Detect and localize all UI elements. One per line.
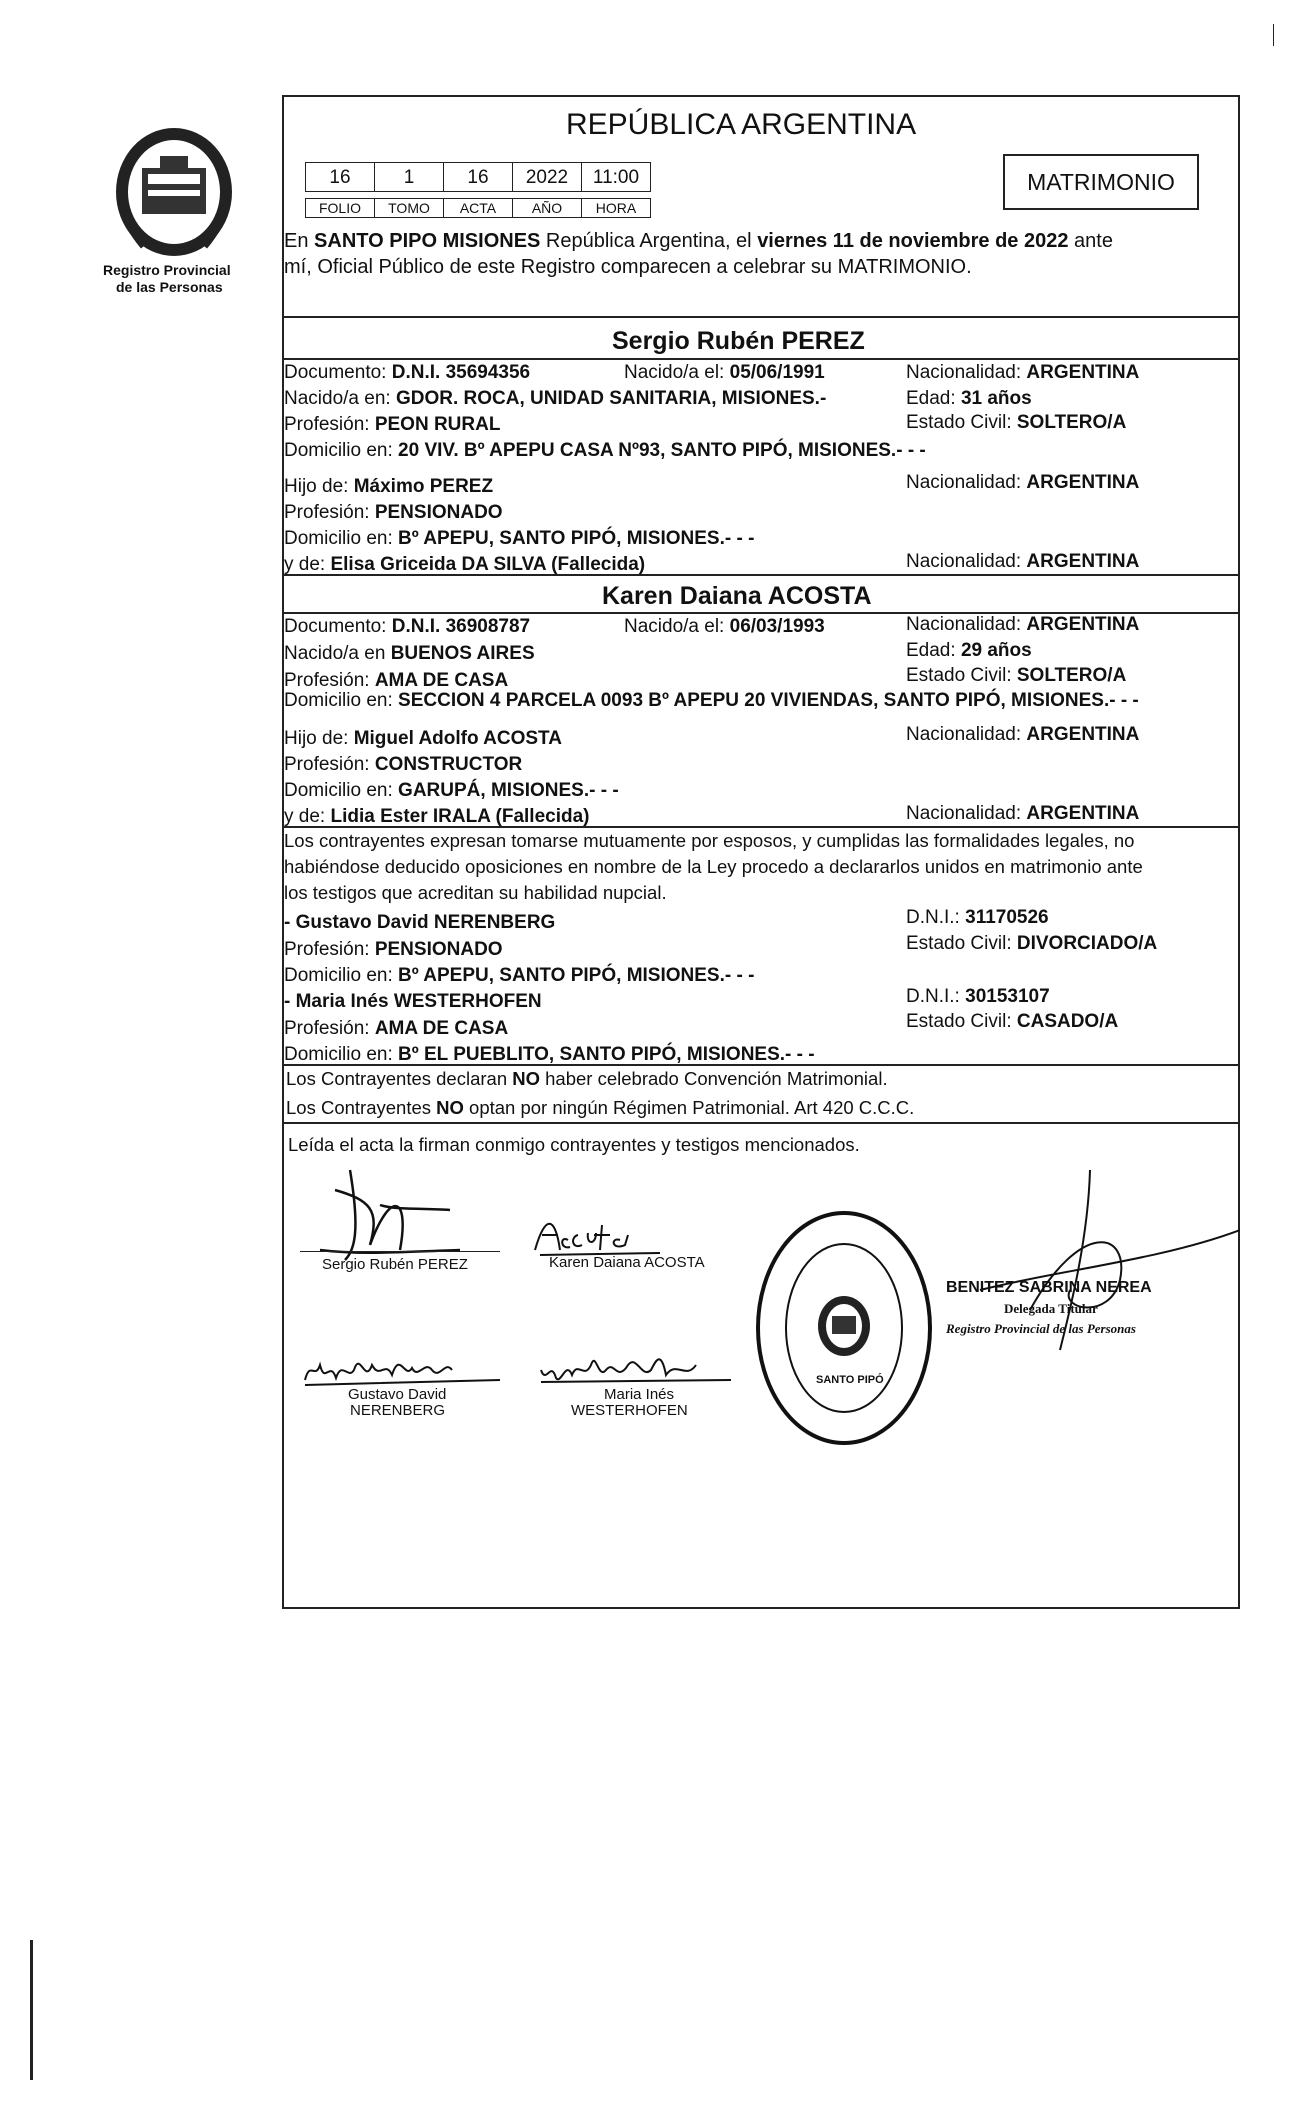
registry-seal-icon bbox=[104, 120, 244, 260]
person2-profession bbox=[284, 670, 508, 692]
field-label: Domicilio en: bbox=[284, 440, 399, 461]
field-value: Lidia Ester IRALA (Fallecida) bbox=[330, 806, 590, 827]
field-value: Bº APEPU, SANTO PIPÓ, MISIONES.- - - bbox=[398, 528, 755, 549]
signature-maria-icon bbox=[536, 1340, 736, 1390]
field-label: Profesión: bbox=[284, 939, 375, 960]
person1-father bbox=[284, 476, 493, 498]
person2-age bbox=[906, 640, 1032, 662]
signature-label-maria-1: Maria Inés bbox=[604, 1386, 675, 1403]
page-title: REPÚBLICA ARGENTINA bbox=[566, 108, 917, 141]
witness1-dni bbox=[906, 907, 1049, 929]
witness2-name: - Maria Inés WESTERHOFEN bbox=[284, 991, 542, 1012]
field-label: Domicilio en: bbox=[284, 1044, 399, 1065]
person1-civil-status bbox=[906, 412, 1126, 434]
field-label: D.N.I.: bbox=[906, 907, 966, 928]
witness1-name: - Gustavo David NERENBERG bbox=[284, 912, 556, 933]
person2-father-address bbox=[284, 780, 619, 802]
field-value: SECCION 4 PARCELA 0093 Bº APEPU 20 VIVIENDAS, SANTO PIPÓ, MISIONES.- - - bbox=[398, 690, 1139, 711]
person2-birthplace bbox=[284, 643, 535, 665]
person2-address bbox=[284, 690, 1139, 712]
stamp-seal-icon bbox=[754, 1208, 934, 1448]
witness1-civil-status bbox=[906, 933, 1157, 955]
field-value: PENSIONADO bbox=[374, 939, 503, 960]
field-value: 29 años bbox=[960, 640, 1032, 661]
field-label: Edad: bbox=[906, 640, 961, 661]
field-label: Nacionalidad: bbox=[906, 803, 1027, 824]
field-label: Profesión: bbox=[284, 670, 375, 691]
field-label: y de: bbox=[284, 554, 331, 575]
official-stamp bbox=[754, 1190, 1026, 1448]
field-value: CONSTRUCTOR bbox=[374, 754, 523, 775]
intro-place: SANTO PIPO MISIONES bbox=[314, 230, 541, 252]
field-value: AMA DE CASA bbox=[374, 1018, 509, 1039]
convention-text: haber celebrado Convención Matrimonial. bbox=[540, 1068, 888, 1089]
intro-line-2: mí, Oficial Público de este Registro comparecen a celebrar su MATRIMONIO. bbox=[284, 256, 972, 278]
field-value: ARGENTINA bbox=[1026, 472, 1140, 493]
signature-label-sergio: Sergio Rubén PEREZ bbox=[322, 1256, 468, 1273]
field-value: 20 VIV. Bº APEPU CASA Nº93, SANTO PIPÓ, MISIONES.- - - bbox=[398, 440, 926, 461]
field-value: GARUPÁ, MISIONES.- - - bbox=[398, 780, 619, 801]
anio-label: AÑO bbox=[512, 198, 582, 218]
field-label: Documento: bbox=[284, 616, 392, 637]
field-label: Nacionalidad: bbox=[906, 614, 1027, 635]
field-label: Domicilio en: bbox=[284, 780, 399, 801]
field-value: BUENOS AIRES bbox=[390, 643, 535, 664]
field-value: Elisa Griceida DA SILVA (Fallecida) bbox=[330, 554, 646, 575]
field-label: Hijo de: bbox=[284, 728, 354, 749]
convention-text: Los Contrayentes declaran bbox=[286, 1068, 513, 1089]
witness1-profession bbox=[284, 939, 503, 961]
field-label: Estado Civil: bbox=[906, 412, 1017, 433]
person2-name: Karen Daiana ACOSTA bbox=[602, 582, 872, 610]
convention-line-2 bbox=[286, 1097, 914, 1119]
field-label: Estado Civil: bbox=[906, 665, 1017, 686]
convention-no: NO bbox=[436, 1097, 464, 1118]
field-value: GDOR. ROCA, UNIDAD SANITARIA, MISIONES.- bbox=[395, 388, 827, 409]
witness2-address bbox=[284, 1044, 815, 1066]
field-label: Domicilio en: bbox=[284, 528, 399, 549]
person1-father-nationality bbox=[906, 472, 1139, 494]
person2-father-nationality bbox=[906, 724, 1139, 746]
field-label: Documento: bbox=[284, 362, 392, 383]
field-value: 31170526 bbox=[965, 907, 1049, 928]
field-label: Nacido/a el: bbox=[624, 362, 730, 383]
witness2-dni bbox=[906, 986, 1050, 1008]
intro-text: ante bbox=[1068, 230, 1113, 252]
anio-value: 2022 bbox=[512, 162, 582, 192]
signature-label-gustavo-1: Gustavo David bbox=[348, 1386, 447, 1403]
field-value: SOLTERO/A bbox=[1016, 412, 1127, 433]
registry-name-line1: Registro Provincial bbox=[103, 262, 231, 278]
person1-profession bbox=[284, 414, 500, 436]
field-value: PENSIONADO bbox=[374, 502, 503, 523]
person1-father-profession bbox=[284, 502, 503, 524]
field-label: Profesión: bbox=[284, 1018, 375, 1039]
witness2-profession bbox=[284, 1018, 508, 1040]
person1-father-address bbox=[284, 528, 754, 550]
stamp-outer-text: DELEGACIÓN DEL REGISTRO PROVINCIAL DE LAS PERSONAS bbox=[754, 1190, 1026, 1200]
field-label: Profesión: bbox=[284, 414, 375, 435]
field-value: ARGENTINA bbox=[1026, 803, 1140, 824]
field-value: Bº EL PUEBLITO, SANTO PIPÓ, MISIONES.- - - bbox=[398, 1044, 815, 1065]
person2-born bbox=[624, 616, 825, 638]
person2-mother bbox=[284, 806, 590, 828]
folio-value: 16 bbox=[305, 162, 375, 192]
field-label: Profesión: bbox=[284, 502, 375, 523]
field-value: 06/03/1993 bbox=[729, 616, 825, 637]
folio-label: FOLIO bbox=[305, 198, 375, 218]
field-label: y de: bbox=[284, 806, 331, 827]
divider bbox=[282, 316, 1238, 318]
scan-mark bbox=[1273, 24, 1274, 46]
person1-document bbox=[284, 362, 530, 384]
field-value: AMA DE CASA bbox=[374, 670, 509, 691]
signature-label-karen: Karen Daiana ACOSTA bbox=[549, 1254, 705, 1271]
declaration-line-2: habiéndose deducido oposiciones en nombre de la Ley procedo a declararlos unidos en matrimonio ante bbox=[284, 856, 1143, 877]
stamp-inner-text: SANTO PIPÓ bbox=[816, 1374, 884, 1386]
field-value: Miguel Adolfo ACOSTA bbox=[353, 728, 562, 749]
field-label: Nacionalidad: bbox=[906, 472, 1027, 493]
official-name: BENITEZ SABRINA NEREA bbox=[946, 1279, 1152, 1296]
field-value: ARGENTINA bbox=[1026, 724, 1140, 745]
convention-text: Los Contrayentes bbox=[286, 1097, 437, 1118]
field-value: CASADO/A bbox=[1016, 1011, 1119, 1032]
signature-karen-icon bbox=[530, 1205, 670, 1260]
hora-label: HORA bbox=[581, 198, 651, 218]
field-value: 05/06/1991 bbox=[729, 362, 825, 383]
field-label: Edad: bbox=[906, 388, 961, 409]
field-label: Domicilio en: bbox=[284, 965, 399, 986]
field-value: Máximo PEREZ bbox=[353, 476, 494, 497]
person1-age bbox=[906, 388, 1032, 410]
signature-line bbox=[300, 1251, 500, 1252]
person1-nationality bbox=[906, 362, 1139, 384]
signature-label-gustavo-2: NERENBERG bbox=[350, 1402, 446, 1419]
intro-date: viernes 11 de noviembre de 2022 bbox=[757, 230, 1069, 252]
field-value: SOLTERO/A bbox=[1016, 665, 1127, 686]
person2-mother-nationality bbox=[906, 803, 1139, 825]
registry-logo bbox=[104, 120, 244, 260]
field-label: Estado Civil: bbox=[906, 933, 1017, 954]
divider bbox=[282, 826, 1238, 828]
field-label: Profesión: bbox=[284, 754, 375, 775]
field-label: Estado Civil: bbox=[906, 1011, 1017, 1032]
act-type-box bbox=[1003, 154, 1199, 210]
field-value: 31 años bbox=[960, 388, 1032, 409]
hora-value: 11:00 bbox=[581, 162, 651, 192]
person2-civil-status bbox=[906, 665, 1126, 687]
field-value: ARGENTINA bbox=[1026, 362, 1140, 383]
declaration-line-3: los testigos que acreditan su habilidad nupcial. bbox=[284, 882, 667, 903]
field-label: Nacionalidad: bbox=[906, 362, 1027, 383]
tomo-label: TOMO bbox=[374, 198, 444, 218]
person1-mother bbox=[284, 554, 645, 576]
field-label: Nacido/a el: bbox=[624, 616, 730, 637]
field-value: DIVORCIADO/A bbox=[1016, 933, 1158, 954]
witness1-address bbox=[284, 965, 754, 987]
field-value: ARGENTINA bbox=[1026, 551, 1140, 572]
acta-value: 16 bbox=[443, 162, 513, 192]
person1-born bbox=[624, 362, 825, 384]
person1-birthplace bbox=[284, 388, 826, 410]
person1-mother-nationality bbox=[906, 551, 1139, 573]
person1-address bbox=[284, 440, 926, 462]
divider bbox=[282, 1122, 1238, 1124]
field-value: ARGENTINA bbox=[1026, 614, 1140, 635]
scan-mark bbox=[30, 1940, 33, 2080]
declaration-line-1: Los contrayentes expresan tomarse mutuamente por esposos, y cumplidas las formalidades legales, no bbox=[284, 830, 1135, 851]
divider bbox=[282, 574, 1238, 576]
field-value: D.N.I. 35694356 bbox=[391, 362, 531, 383]
act-type-label: MATRIMONIO bbox=[1027, 169, 1175, 195]
field-label: D.N.I.: bbox=[906, 986, 966, 1007]
person2-document bbox=[284, 616, 530, 638]
closing-text: Leída el acta la firman conmigo contrayentes y testigos mencionados. bbox=[288, 1134, 860, 1155]
field-label: Nacido/a en bbox=[284, 643, 391, 664]
person2-nationality bbox=[906, 614, 1139, 636]
field-value: 30153107 bbox=[965, 986, 1050, 1007]
field-value: PEON RURAL bbox=[374, 414, 501, 435]
divider bbox=[282, 1064, 1238, 1066]
tomo-value: 1 bbox=[374, 162, 444, 192]
field-label: Nacionalidad: bbox=[906, 551, 1027, 572]
signature-sergio-icon bbox=[300, 1150, 480, 1270]
field-label: Hijo de: bbox=[284, 476, 354, 497]
convention-text: optan por ningún Régimen Patrimonial. Art 420 C.C.C. bbox=[463, 1097, 915, 1118]
field-value: Bº APEPU, SANTO PIPÓ, MISIONES.- - - bbox=[398, 965, 755, 986]
divider bbox=[282, 358, 1238, 360]
field-label: Nacionalidad: bbox=[906, 724, 1027, 745]
intro-text: En bbox=[284, 230, 315, 252]
person2-father-profession bbox=[284, 754, 522, 776]
acta-label: ACTA bbox=[443, 198, 513, 218]
field-value: D.N.I. 36908787 bbox=[391, 616, 531, 637]
person2-father bbox=[284, 728, 562, 750]
field-label: Nacido/a en: bbox=[284, 388, 396, 409]
witness2-civil-status bbox=[906, 1011, 1118, 1033]
person1-name: Sergio Rubén PEREZ bbox=[612, 327, 865, 355]
field-label: Domicilio en: bbox=[284, 690, 399, 711]
registry-name-line2: de las Personas bbox=[116, 279, 223, 295]
signature-label-maria-2: WESTERHOFEN bbox=[571, 1402, 688, 1419]
intro-text: República Argentina, el bbox=[540, 230, 758, 252]
convention-line-1 bbox=[286, 1068, 888, 1090]
official-role: Delegada Titular bbox=[1004, 1301, 1098, 1316]
intro-line-1 bbox=[284, 230, 1113, 252]
convention-no: NO bbox=[512, 1068, 540, 1089]
official-org: Registro Provincial de las Personas bbox=[946, 1321, 1136, 1336]
